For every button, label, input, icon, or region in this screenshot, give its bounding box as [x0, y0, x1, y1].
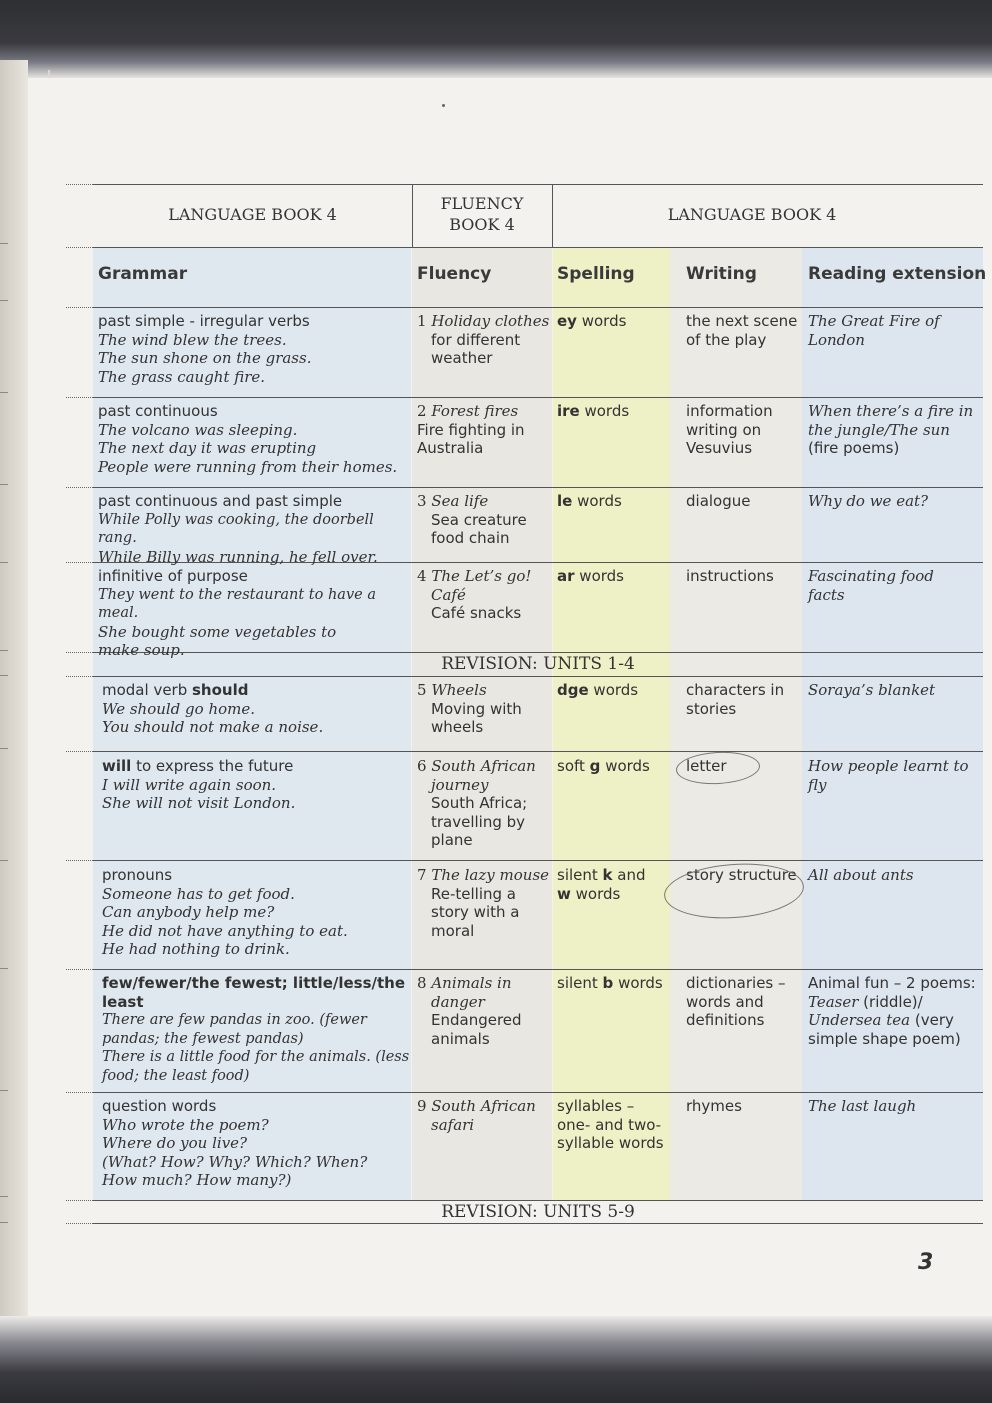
grammar-example: The volcano was sleeping.	[98, 420, 298, 439]
writing-cell: letter	[686, 757, 727, 775]
grammar-example: She will not visit London.	[102, 794, 296, 812]
header-bottom-rule	[93, 247, 983, 248]
fluency-line: for different	[431, 330, 521, 349]
grammar-example: make soup.	[98, 641, 185, 659]
reading-cell	[808, 681, 978, 700]
spelling-pattern: ire	[557, 402, 580, 420]
reading-column-bg	[802, 248, 983, 1201]
spelling-cell	[557, 866, 669, 903]
spelling-cell: syllables – one- and two-syllable words	[557, 1097, 664, 1152]
fluency-title: Animals in	[431, 974, 512, 992]
spelling-text: words	[613, 974, 663, 992]
spelling-column-bg	[553, 248, 670, 1201]
spelling-text: words	[588, 681, 639, 699]
grammar-example: (What? How? Why? Which? When? How much? How many?)	[102, 1152, 368, 1189]
fluency-line: Café snacks	[431, 604, 522, 622]
spelling-pattern: ar	[557, 567, 575, 585]
grammar-example: We should go home.	[102, 699, 256, 718]
fluency-number: 9	[417, 1097, 427, 1115]
reading-title: All about ants	[808, 866, 914, 884]
spelling-pattern: dge	[557, 681, 589, 699]
spelling-text: words	[579, 402, 630, 420]
spelling-pattern: g	[589, 757, 601, 775]
reading-cell	[808, 1097, 978, 1116]
fluency-line: travelling by	[431, 812, 526, 831]
spelling-cell	[557, 974, 669, 993]
dotted-rule	[66, 676, 93, 677]
writing-cell: information writing on Vesuvius	[686, 402, 773, 457]
reading-cell	[808, 757, 978, 794]
header-language-book-right: LANGUAGE BOOK 4	[667, 205, 837, 224]
row-rule	[93, 860, 983, 861]
table-top-rule	[93, 184, 983, 185]
spelling-pattern: b	[602, 974, 614, 992]
dotted-rule	[66, 1223, 93, 1224]
fluency-title: Sea life	[431, 492, 489, 510]
header-divider	[412, 184, 413, 248]
grammar-example: She bought some vegetables to	[98, 622, 337, 641]
grammar-title: past simple - irregular verbs	[98, 312, 310, 330]
spelling-cell	[557, 681, 667, 700]
fluency-cell	[417, 402, 551, 458]
spelling-pattern: ey	[557, 312, 577, 330]
scan-shadow-top	[0, 0, 992, 78]
grammar-example: People were running from their homes.	[98, 457, 398, 476]
spelling-text: words	[574, 567, 624, 585]
writing-column-bg	[670, 248, 802, 1201]
fluency-title: Holiday clothes	[431, 312, 550, 330]
dotted-rule	[66, 307, 93, 308]
fluency-line: Sea creature	[431, 510, 527, 529]
reading-title: Teaser	[808, 992, 859, 1011]
writing-cell: rhymes	[686, 1097, 742, 1115]
fluency-line: food chain	[431, 529, 510, 547]
grammar-cell	[102, 1097, 408, 1190]
grammar-cell	[102, 974, 412, 1085]
spelling-text: and	[612, 866, 646, 884]
writing-cell: dialogue	[686, 492, 751, 510]
reading-title: Soraya’s blanket	[808, 681, 936, 699]
fluency-line: moral	[431, 921, 475, 940]
fluency-line: story with a	[431, 903, 520, 921]
fluency-number: 7	[417, 866, 427, 884]
fluency-line: wheels	[431, 718, 484, 736]
reading-title: Fascinating food facts	[808, 567, 934, 604]
spelling-prefix: silent	[557, 866, 603, 884]
fluency-line: weather	[431, 349, 493, 367]
dotted-rule	[66, 397, 93, 398]
fluency-cell	[417, 974, 551, 1048]
fluency-title: The lazy mouse	[431, 866, 550, 884]
spelling-pattern: le	[557, 492, 573, 510]
column-heading-reading: Reading extension	[808, 264, 987, 284]
grammar-example: Someone has to get food.	[102, 884, 295, 903]
grammar-keyword: should	[192, 681, 249, 699]
grammar-title: question words	[102, 1097, 217, 1115]
fluency-number: 8	[417, 974, 427, 992]
reading-cell	[808, 312, 978, 349]
fluency-line: Endangered	[431, 1011, 522, 1029]
dotted-rule	[66, 562, 93, 563]
dotted-rule	[66, 247, 93, 248]
fluency-title: South African	[431, 757, 536, 775]
grammar-example: You should not make a noise.	[102, 718, 324, 736]
dotted-rule	[66, 860, 93, 861]
fluency-title: Forest fires	[431, 402, 519, 420]
fluency-line: Re-telling a	[431, 884, 516, 903]
dotted-rule	[66, 1200, 93, 1201]
reading-note: Animal fun – 2 poems:	[808, 974, 976, 992]
spelling-text: words	[572, 492, 622, 510]
fluency-cell	[417, 757, 551, 850]
header-language-book-left: LANGUAGE BOOK 4	[168, 205, 337, 224]
fluency-title: journey	[431, 775, 489, 794]
reading-cell	[808, 402, 978, 458]
table-bottom-rule	[93, 1223, 983, 1224]
dotted-rule	[66, 1092, 93, 1093]
fluency-line: plane	[431, 831, 473, 849]
spelling-text: words	[600, 757, 650, 775]
grammar-keyword: few/fewer/the fewest; little/less/the least	[102, 974, 406, 1011]
fluency-cell	[417, 681, 551, 737]
fluency-title: Wheels	[431, 681, 487, 699]
grammar-cell	[102, 757, 408, 813]
column-heading-writing: Writing	[686, 264, 757, 284]
dotted-rule	[66, 487, 93, 488]
grammar-example: He did not have anything to eat.	[102, 921, 348, 940]
reading-title: The last laugh	[808, 1097, 917, 1115]
reading-title: When there’s a fire in the jungle/The sun	[808, 402, 974, 439]
fluency-cell	[417, 866, 551, 940]
fluency-number: 6	[417, 757, 427, 775]
reading-cell	[808, 974, 980, 1048]
grammar-cell	[98, 312, 408, 386]
spelling-prefix: silent	[557, 974, 603, 992]
column-heading-grammar: Grammar	[98, 264, 188, 284]
row-rule	[93, 751, 983, 752]
fluency-line: animals	[431, 1029, 490, 1048]
header-fluency-book: FLUENCY BOOK 4	[440, 194, 524, 234]
grammar-title: pronouns	[102, 866, 173, 884]
reading-title: How people learnt to fly	[808, 757, 969, 794]
writing-cell: the next scene of the play	[686, 312, 798, 349]
fluency-line: Australia	[417, 439, 484, 457]
reading-note: (fire poems)	[808, 439, 900, 457]
reading-cell	[808, 866, 978, 885]
spelling-pattern: k	[602, 866, 613, 884]
column-heading-spelling: Spelling	[557, 264, 635, 284]
grammar-example: I will write again soon.	[102, 775, 277, 794]
row-rule	[93, 397, 983, 398]
reading-title: Undersea tea	[808, 1011, 911, 1029]
fluency-cell	[417, 312, 551, 368]
spelling-cell	[557, 567, 667, 586]
row-rule	[93, 1092, 983, 1093]
grammar-cell	[98, 567, 410, 660]
fluency-number: 3	[417, 492, 427, 510]
spelling-prefix: soft	[557, 757, 590, 775]
reading-note: (riddle)/	[858, 992, 923, 1011]
fluency-title: danger	[431, 992, 485, 1011]
row-rule	[93, 487, 983, 488]
grammar-example: The sun shone on the grass.	[98, 349, 312, 367]
scan-shadow-bottom	[0, 1316, 992, 1403]
reading-cell	[808, 492, 978, 511]
fluency-number: 2	[417, 402, 427, 420]
revision-banner: REVISION: UNITS 1-4	[441, 654, 635, 674]
grammar-cell	[98, 492, 410, 566]
spelling-cell	[557, 492, 667, 511]
reading-cell	[808, 567, 958, 604]
grammar-example: The grass caught fire.	[98, 367, 266, 386]
grammar-example: There is a little food for the animals. (less food; the least food)	[102, 1049, 410, 1084]
grammar-example: There are few pandas in zoo. (fewer pandas; the fewest pandas)	[102, 1012, 367, 1047]
row-rule	[93, 676, 983, 677]
grammar-title: past continuous	[98, 402, 218, 420]
writing-cell: story structure	[686, 866, 797, 884]
fluency-title: South African	[431, 1097, 536, 1115]
grammar-cell	[102, 866, 408, 959]
writing-cell: characters in stories	[686, 681, 785, 718]
revision-banner: REVISION: UNITS 5-9	[441, 1202, 635, 1222]
spelling-pattern: w	[557, 884, 571, 903]
grammar-cell	[102, 681, 408, 737]
fluency-number: 5	[417, 681, 427, 699]
row-rule	[93, 1200, 983, 1201]
grammar-example: The wind blew the trees.	[98, 330, 287, 349]
fluency-number: 1	[417, 312, 427, 330]
grammar-title: infinitive of purpose	[98, 567, 248, 585]
grammar-keyword: will	[102, 757, 132, 775]
grammar-cell	[98, 402, 408, 476]
column-heading-fluency: Fluency	[417, 264, 492, 284]
fluency-line: Moving with	[431, 699, 522, 718]
fluency-line: Fire fighting in	[417, 420, 525, 439]
dotted-rule	[66, 969, 93, 970]
fluency-line: South Africa;	[431, 794, 528, 812]
dotted-rule	[66, 184, 93, 185]
fluency-title: Café	[431, 585, 466, 604]
writing-cell: instructions	[686, 567, 774, 585]
row-rule	[93, 307, 983, 308]
spelling-cell	[557, 402, 667, 421]
fluency-cell	[417, 1097, 551, 1134]
grammar-example: Can anybody help me?	[102, 903, 275, 921]
fluency-cell	[417, 492, 551, 548]
fluency-cell	[417, 567, 551, 623]
grammar-example: Where do you live?	[102, 1134, 248, 1152]
speck-mark	[442, 104, 445, 107]
writing-cell: dictionaries – words and definitions	[686, 974, 786, 1029]
reading-title: Why do we eat?	[808, 492, 929, 510]
grammar-title: modal verb	[102, 681, 192, 699]
grammar-example: He had nothing to drink.	[102, 940, 290, 958]
spelling-cell	[557, 757, 669, 776]
fluency-title: safari	[431, 1115, 475, 1134]
spelling-cell	[557, 312, 667, 331]
dotted-rule	[66, 751, 93, 752]
reading-note: (very simple shape poem)	[808, 1011, 961, 1048]
row-rule	[93, 969, 983, 970]
grammar-example: While Billy was running, he fell over.	[98, 547, 378, 566]
dotted-rule	[66, 652, 93, 653]
fluency-number: 4	[417, 567, 427, 585]
page-number: 3	[918, 1250, 934, 1275]
grammar-example: Who wrote the poem?	[102, 1115, 269, 1134]
reading-title: The Great Fire of London	[808, 312, 940, 349]
grammar-title: to express the future	[131, 757, 294, 775]
fluency-title: The Let’s go!	[431, 567, 532, 585]
scan-shadow-left	[0, 60, 28, 1330]
grammar-example: The next day it was erupting	[98, 439, 317, 457]
spelling-text: words	[576, 312, 627, 330]
spelling-text: words	[570, 884, 621, 903]
grammar-example: While Polly was cooking, the doorbell rang.	[98, 511, 374, 546]
grammar-example: They went to the restaurant to have a meal.	[98, 586, 376, 621]
grammar-title: past continuous and past simple	[98, 492, 343, 510]
